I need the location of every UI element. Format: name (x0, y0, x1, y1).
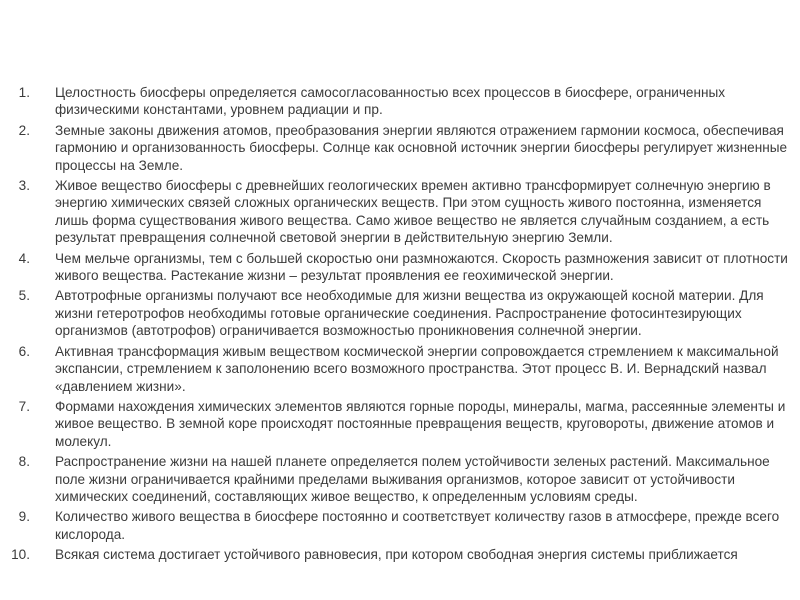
list-item (0, 398, 790, 450)
list-item-text: Формами нахождения химических элементов являются горные породы, минералы, магма, рассеянные элементы и живое вещество. В земной коре происходят постоянные превращения веществ, круговороты, движение атомов и молекул. (55, 398, 786, 449)
list-item (0, 546, 790, 563)
list-item-number: 2. (18, 122, 30, 138)
list-item-number: 7. (18, 398, 30, 414)
list-item-text: Распространение жизни на нашей планете определяется полем устойчивости зеленых растений. Максимальное поле жизни ограничивается крайними пределами выживания организмов, которое зависит от устойчивости химических соединений, составляющих живое вещество, к определенным условиям среды. (55, 454, 770, 504)
numbered-list (0, 84, 800, 567)
list-item-text: Всякая система достигает устойчивого равновесия, при котором свободная энергия системы приближается (55, 547, 738, 563)
list-item-number: 5. (18, 288, 30, 304)
list-item-number: 10. (11, 547, 30, 563)
list-item (0, 508, 790, 543)
list-item (0, 177, 790, 247)
list-item-number: 6. (18, 343, 30, 359)
list-item-number: 1. (18, 85, 30, 100)
list-item-text: Живое вещество биосферы с древнейших геологических времен активно трансформирует солнечную энергию в энергию химических связей сложных органических веществ. При этом сущность живого постоянна, изменяется лишь форма существования живого вещества. Само живое вещество не является случайным созданием, а есть результат превращения солнечной световой энергии в действительную энергию Земли. (55, 178, 771, 246)
list-item-text: Активная трансформация живым веществом космической энергии сопровождается стремлением к максимальной экспансии, стремлением к заполонению всего возможного пространства. Этот процесс В. И. Вернадский назвал «давлением жизни». (55, 343, 779, 394)
list-item-number: 4. (18, 250, 30, 266)
list-item-number: 3. (18, 178, 30, 194)
list-item-number: 8. (18, 454, 30, 470)
list-item-text: Автотрофные организмы получают все необходимые для жизни вещества из окружающей косной материи. Для жизни гетеротрофов необходимы готовые органические соединения. Распространение фотосинтезирующих организмов (автотрофов) ограничивается возможностью проникновения солнечной энергии. (55, 288, 764, 339)
list-item-text: Чем мельче организмы, тем с большей скоростью они размножаются. Скорость размножения зависит от плотности живого вещества. Растекание жизни – результат проявления ее геохимической энергии. (55, 250, 788, 284)
list-item (0, 122, 790, 174)
list-item-text: Целостность биосферы определяется самосогласованностью всех процессов в биосфере, ограниченных физическими константами, уровнем радиации и пр. (55, 85, 726, 118)
list-item-number: 9. (18, 509, 30, 525)
list-item (0, 287, 790, 339)
list-item (0, 453, 790, 505)
list-item (0, 343, 790, 395)
list-item-text: Земные законы движения атомов, преобразования энергии являются отражением гармонии космоса, обеспечивая гармонию и организованность биосферы. Солнце как основной источник энергии биосферы регулирует жизненные процессы на Земле. (55, 122, 788, 173)
list-item-text: Количество живого вещества в биосфере постоянно и соответствует количеству газов в атмосфере, прежде всего кислорода. (55, 509, 780, 542)
list-item (0, 84, 790, 119)
list-item (0, 250, 790, 285)
